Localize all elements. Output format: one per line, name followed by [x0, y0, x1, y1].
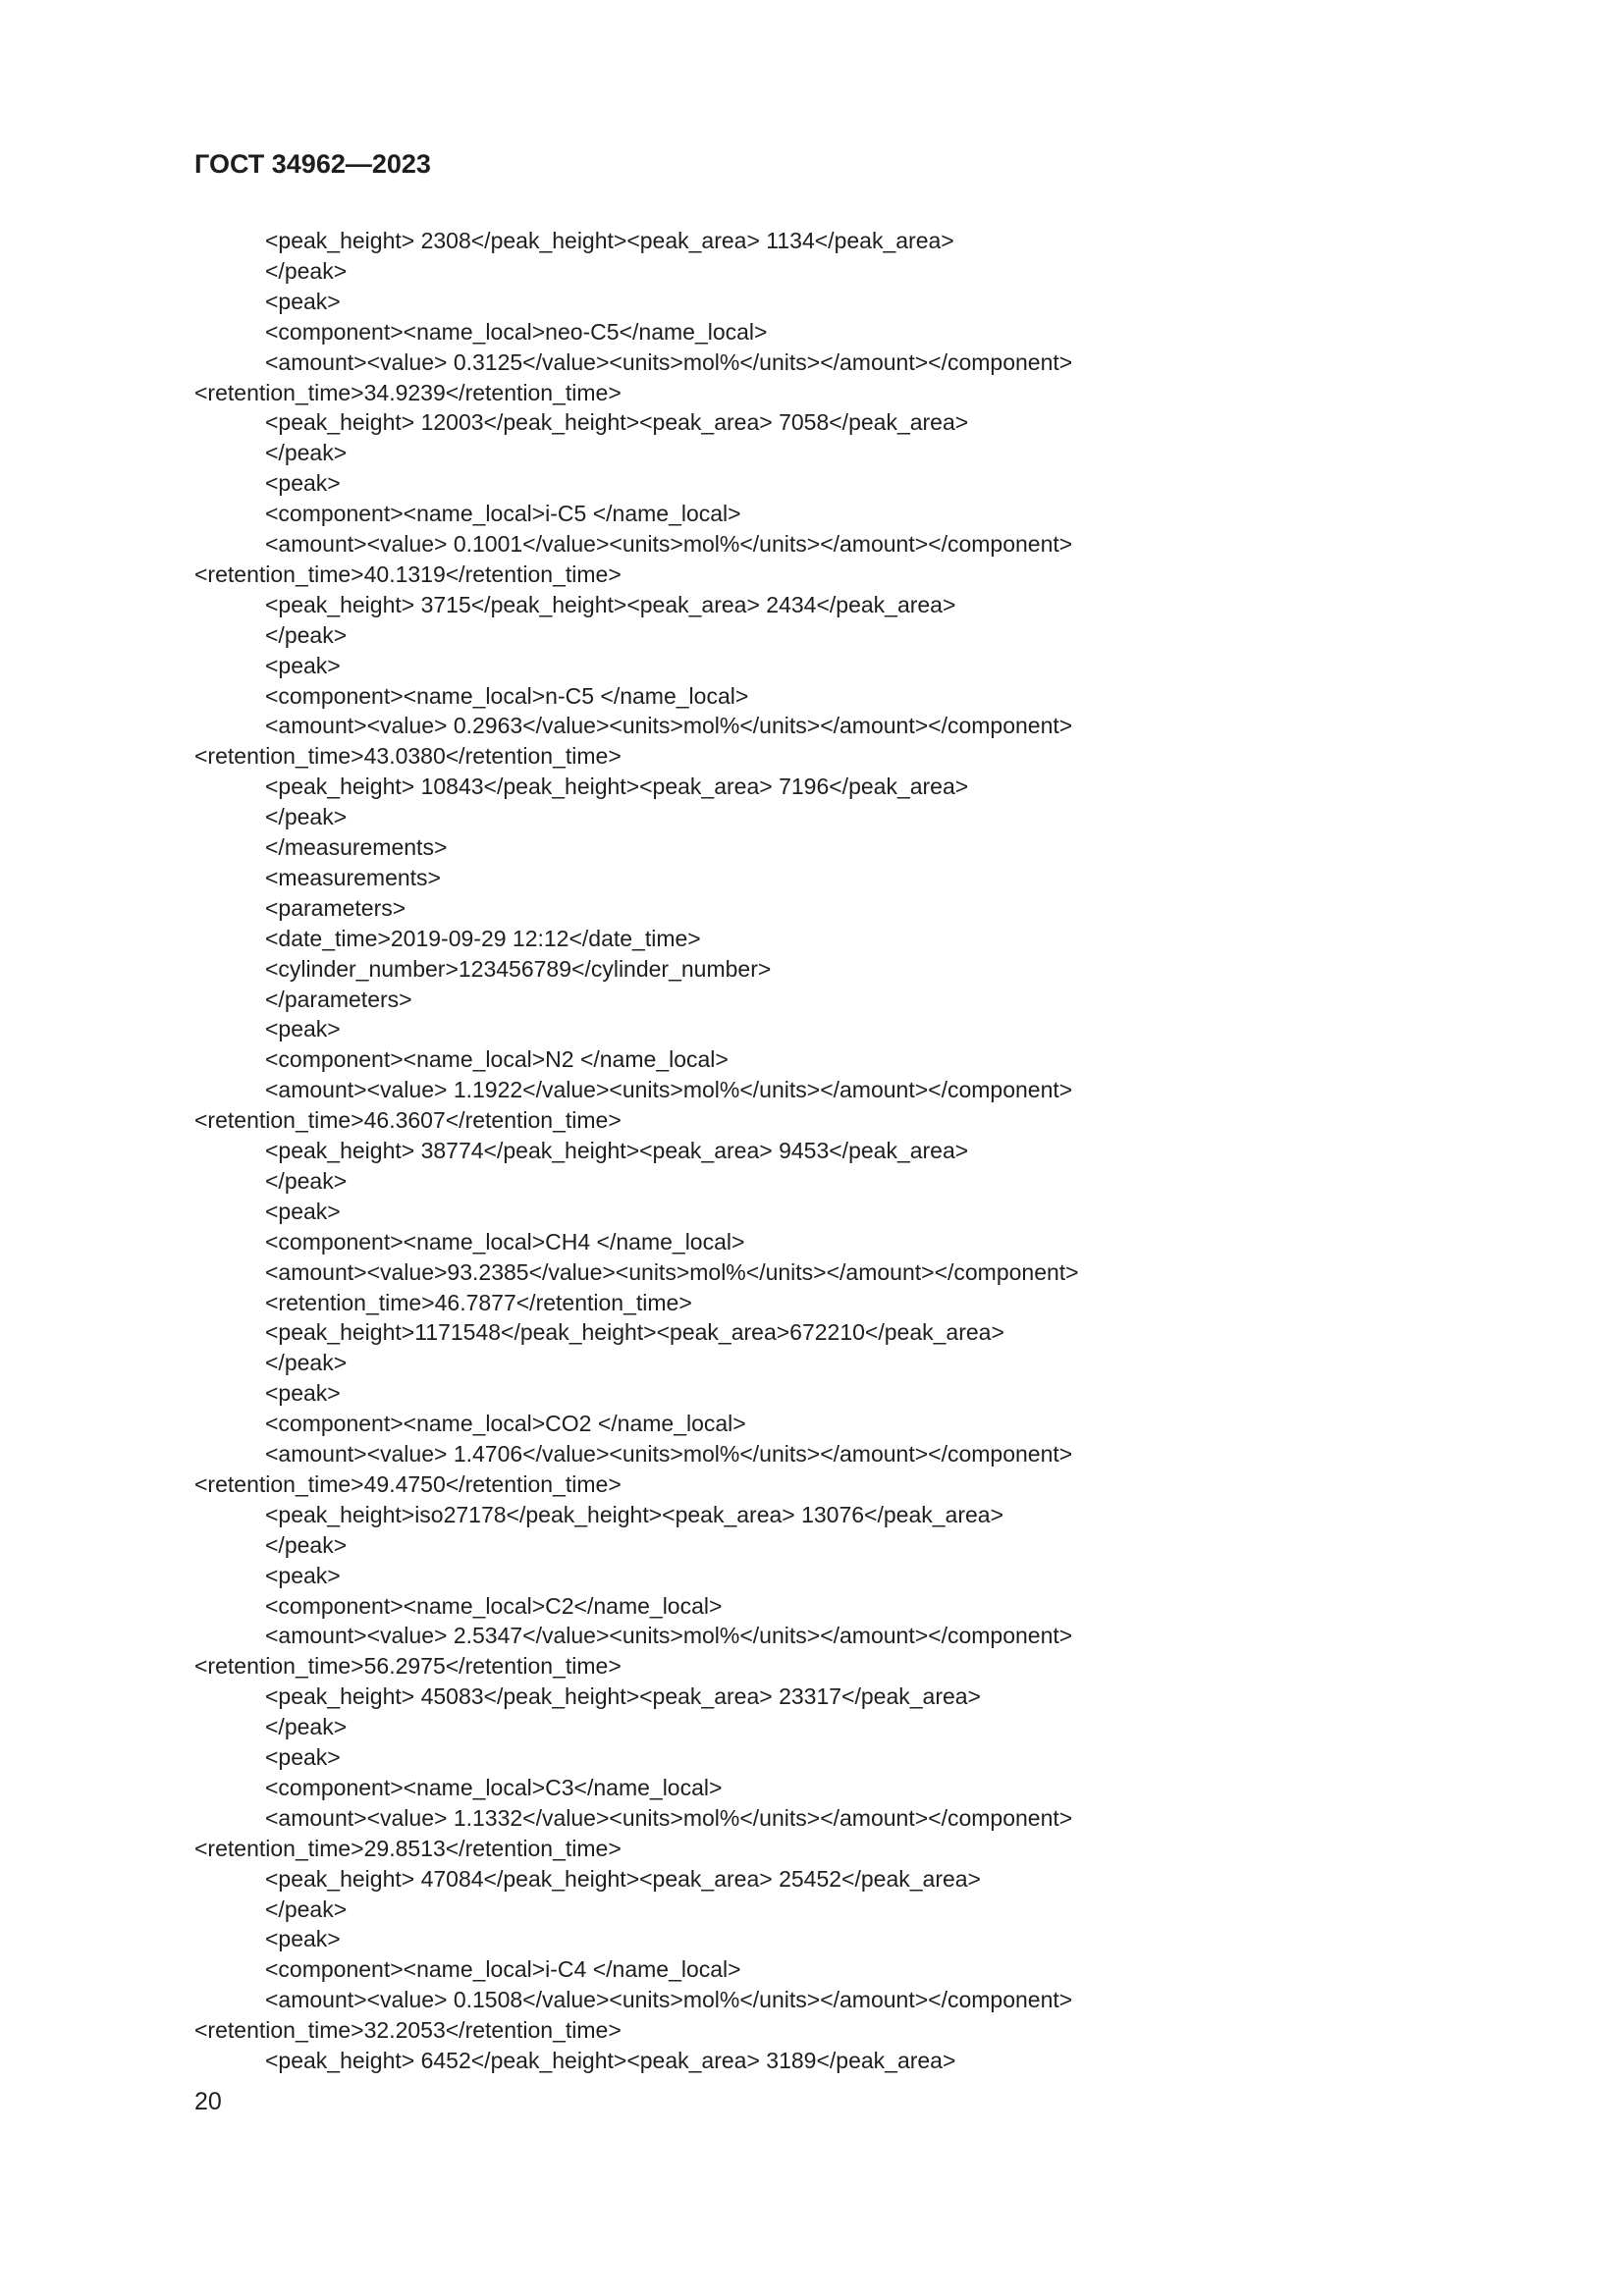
- xml-line: </peak>: [265, 1350, 348, 1375]
- xml-line: <retention_time>43.0380</retention_time>: [194, 743, 622, 769]
- xml-line: <cylinder_number>123456789</cylinder_number>: [265, 956, 772, 982]
- xml-line: <retention_time>29.8513</retention_time>: [194, 1836, 622, 1861]
- xml-line: <peak_height> 45083</peak_height><peak_area> 23317</peak_area>: [265, 1683, 981, 1709]
- xml-line: <component><name_local>n-C5 </name_local>: [265, 683, 749, 709]
- xml-line: <amount><value> 0.1508</value><units>mol%</units></amount></component>: [265, 1987, 1073, 2012]
- xml-line: <retention_time>32.2053</retention_time>: [194, 2017, 622, 2043]
- xml-line: <component><name_local>C2</name_local>: [265, 1593, 723, 1619]
- page-number: 20: [194, 2088, 222, 2115]
- xml-line: <component><name_local>CO2 </name_local>: [265, 1411, 746, 1436]
- xml-line: </peak>: [265, 440, 348, 465]
- xml-line: <peak_height> 3715</peak_height><peak_area> 2434</peak_area>: [265, 592, 956, 617]
- xml-line: </peak>: [265, 804, 348, 829]
- xml-line: <amount><value> 1.1332</value><units>mol%</units></amount></component>: [265, 1805, 1073, 1831]
- xml-line: <amount><value> 1.4706</value><units>mol%</units></amount></component>: [265, 1441, 1073, 1467]
- xml-line: </peak>: [265, 258, 348, 284]
- xml-line: <amount><value> 2.5347</value><units>mol%</units></amount></component>: [265, 1623, 1073, 1648]
- xml-line: <retention_time>56.2975</retention_time>: [194, 1653, 622, 1679]
- xml-line: <retention_time>46.3607</retention_time>: [194, 1107, 622, 1133]
- xml-line: <peak_height> 38774</peak_height><peak_area> 9453</peak_area>: [265, 1138, 969, 1163]
- xml-line: <peak_height> 2308</peak_height><peak_area> 1134</peak_area>: [265, 228, 954, 253]
- xml-line: </peak>: [265, 1714, 348, 1739]
- xml-line: </measurements>: [265, 834, 448, 860]
- xml-line: </peak>: [265, 1168, 348, 1194]
- xml-line: <peak>: [265, 1563, 341, 1588]
- xml-line: <retention_time>34.9239</retention_time>: [194, 380, 622, 405]
- xml-line: </peak>: [265, 622, 348, 648]
- xml-line: <peak>: [265, 653, 341, 678]
- xml-line: <amount><value> 1.1922</value><units>mol%</units></amount></component>: [265, 1077, 1073, 1102]
- xml-line: <date_time>2019-09-29 12:12</date_time>: [265, 926, 701, 951]
- xml-line: <amount><value> 0.3125</value><units>mol%</units></amount></component>: [265, 349, 1073, 375]
- xml-line: <component><name_local>N2 </name_local>: [265, 1046, 729, 1072]
- xml-line: <retention_time>40.1319</retention_time>: [194, 561, 622, 587]
- xml-line: <peak>: [265, 1744, 341, 1770]
- xml-line: <peak>: [265, 1380, 341, 1406]
- xml-line: <peak>: [265, 1926, 341, 1951]
- xml-line: <amount><value> 0.1001</value><units>mol%</units></amount></component>: [265, 531, 1073, 557]
- xml-line: <peak_height>1171548</peak_height><peak_area>672210</peak_area>: [265, 1319, 1004, 1345]
- xml-line: </peak>: [265, 1532, 348, 1558]
- xml-line: <retention_time>46.7877</retention_time>: [265, 1290, 692, 1315]
- xml-line: <measurements>: [265, 865, 441, 890]
- xml-line: </peak>: [265, 1896, 348, 1922]
- xml-line: <peak_height> 10843</peak_height><peak_area> 7196</peak_area>: [265, 774, 969, 799]
- xml-line: <amount><value>93.2385</value><units>mol%</units></amount></component>: [265, 1259, 1079, 1285]
- xml-line: <component><name_local>CH4 </name_local>: [265, 1229, 745, 1255]
- xml-line: <peak>: [265, 1199, 341, 1224]
- xml-line: <peak>: [265, 289, 341, 314]
- xml-line: <component><name_local>C3</name_local>: [265, 1775, 723, 1800]
- xml-line: <component><name_local>neo-C5</name_local>: [265, 319, 768, 345]
- xml-line: <component><name_local>i-C4 </name_local>: [265, 1956, 741, 1982]
- xml-line: <amount><value> 0.2963</value><units>mol%</units></amount></component>: [265, 713, 1073, 738]
- xml-line: <peak>: [265, 470, 341, 496]
- xml-line: <peak_height> 47084</peak_height><peak_area> 25452</peak_area>: [265, 1866, 981, 1892]
- xml-line: </parameters>: [265, 987, 412, 1012]
- xml-line: <parameters>: [265, 895, 406, 921]
- xml-line: <peak_height> 12003</peak_height><peak_area> 7058</peak_area>: [265, 409, 969, 435]
- xml-line: <peak>: [265, 1016, 341, 1041]
- xml-line: <retention_time>49.4750</retention_time>: [194, 1471, 622, 1497]
- xml-line: <peak_height>iso27178</peak_height><peak_area> 13076</peak_area>: [265, 1502, 1004, 1527]
- xml-line: <peak_height> 6452</peak_height><peak_area> 3189</peak_area>: [265, 2048, 956, 2073]
- xml-line: <component><name_local>i-C5 </name_local>: [265, 501, 741, 526]
- standard-header: ГОСТ 34962—2023: [194, 149, 431, 179]
